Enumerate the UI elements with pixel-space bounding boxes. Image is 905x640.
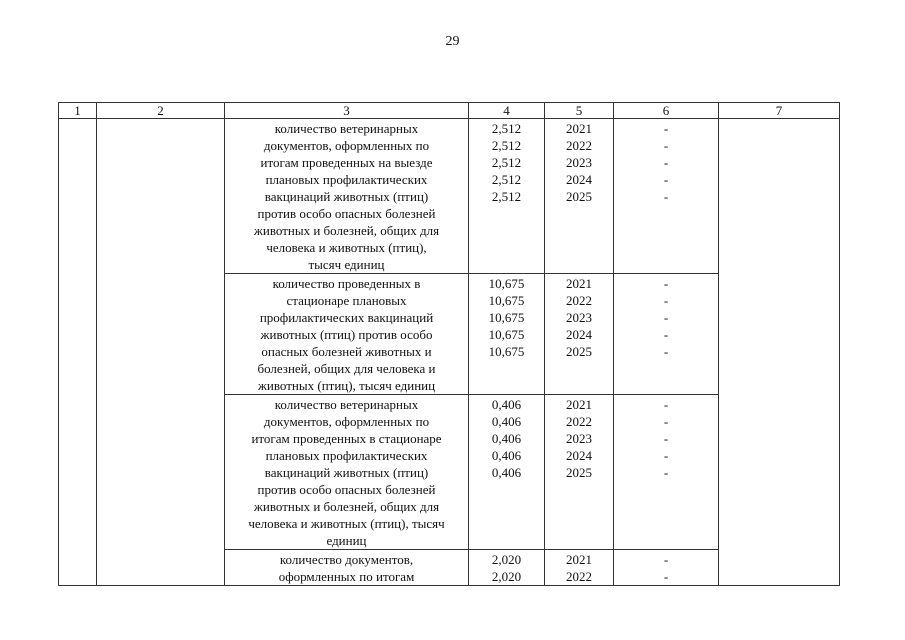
column-6-cell xyxy=(614,550,719,586)
value-line: 10,675 xyxy=(488,276,525,291)
indicator-line: количество документов, xyxy=(279,552,414,567)
dash-line: - xyxy=(663,414,669,429)
indicator-line: единиц xyxy=(326,533,367,548)
indicator-line: профилактических вакцинаций xyxy=(259,310,434,325)
year-line: 2024 xyxy=(566,172,592,187)
value-line: 0,406 xyxy=(491,397,522,412)
year-line: 2024 xyxy=(566,327,592,342)
value-cell xyxy=(469,274,545,395)
indicator-line: количество ветеринарных xyxy=(274,397,419,412)
dash-line: - xyxy=(663,121,669,136)
dash-line: - xyxy=(663,397,669,412)
page-number: 29 xyxy=(445,34,460,49)
header-cell: 2 xyxy=(97,103,225,119)
dash-line: - xyxy=(663,155,669,170)
year-line: 2022 xyxy=(566,569,592,584)
header-cell: 1 xyxy=(59,103,97,119)
indicator-line: тысяч единиц xyxy=(308,257,385,272)
year-line: 2021 xyxy=(566,552,592,567)
indicator-line: оформленных по итогам xyxy=(278,569,415,584)
dash-line: - xyxy=(663,172,669,187)
dash-line: - xyxy=(663,569,669,584)
column-6-cell xyxy=(614,119,719,274)
year-line: 2021 xyxy=(566,121,592,136)
indicator-line: против особо опасных болезней xyxy=(257,482,436,497)
value-line: 10,675 xyxy=(488,344,525,359)
indicator-line: животных и болезней, общих для xyxy=(253,499,440,514)
value-line: 2,512 xyxy=(491,121,522,136)
indicator-line: плановых профилактических xyxy=(265,172,428,187)
indicator-line: против особо опасных болезней xyxy=(257,206,436,221)
year-line: 2021 xyxy=(566,276,592,291)
value-line: 2,512 xyxy=(491,155,522,170)
header-cell: 3 xyxy=(225,103,469,119)
indicator-cell xyxy=(225,274,469,395)
year-line: 2023 xyxy=(566,155,592,170)
indicator-line: итогам проведенных на выезде xyxy=(260,155,433,170)
value-line: 2,512 xyxy=(491,189,522,204)
column-6-cell xyxy=(614,274,719,395)
year-line: 2025 xyxy=(566,465,592,480)
value-line: 10,675 xyxy=(488,327,525,342)
year-line: 2021 xyxy=(566,397,592,412)
indicator-line: болезней, общих для человека и xyxy=(257,361,436,376)
indicator-line: плановых профилактических xyxy=(265,448,428,463)
table-row xyxy=(59,119,840,274)
header-cell: 4 xyxy=(469,103,545,119)
column-2-cell xyxy=(97,119,225,586)
header-cell: 5 xyxy=(545,103,614,119)
indicator-line: животных и болезней, общих для xyxy=(253,223,440,238)
value-line: 2,512 xyxy=(491,138,522,153)
dash-line: - xyxy=(663,189,669,204)
indicator-line: вакцинаций животных (птиц) xyxy=(264,189,429,204)
year-line: 2022 xyxy=(566,138,592,153)
year-line: 2023 xyxy=(566,310,592,325)
header-cell: 6 xyxy=(614,103,719,119)
dash-line: - xyxy=(663,552,669,567)
year-line: 2022 xyxy=(566,414,592,429)
value-cell xyxy=(469,550,545,586)
value-line: 2,020 xyxy=(491,552,522,567)
value-line: 2,512 xyxy=(491,172,522,187)
indicator-cell xyxy=(225,395,469,550)
indicator-line: количество проведенных в xyxy=(272,276,421,291)
year-cell xyxy=(545,395,614,550)
indicator-cell xyxy=(225,119,469,274)
year-cell xyxy=(545,550,614,586)
year-line: 2022 xyxy=(566,293,592,308)
dash-line: - xyxy=(663,448,669,463)
indicator-line: вакцинаций животных (птиц) xyxy=(264,465,429,480)
value-line: 0,406 xyxy=(491,448,522,463)
value-line: 10,675 xyxy=(488,293,525,308)
column-6-cell xyxy=(614,395,719,550)
dash-line: - xyxy=(663,465,669,480)
value-line: 2,020 xyxy=(491,569,522,584)
indicator-line: человека и животных (птиц), xyxy=(266,240,427,255)
indicator-cell xyxy=(225,550,469,586)
value-line: 10,675 xyxy=(488,310,525,325)
dash-line: - xyxy=(663,293,669,308)
year-cell xyxy=(545,274,614,395)
indicator-line: животных (птиц), тысяч единиц xyxy=(257,378,436,393)
dash-line: - xyxy=(663,344,669,359)
year-line: 2025 xyxy=(566,189,592,204)
value-line: 0,406 xyxy=(491,431,522,446)
indicator-line: человека и животных (птиц), тысяч xyxy=(248,516,445,531)
year-line: 2024 xyxy=(566,448,592,463)
indicator-line: опасных болезней животных и xyxy=(261,344,432,359)
year-cell xyxy=(545,119,614,274)
dash-line: - xyxy=(663,327,669,342)
indicator-line: количество ветеринарных xyxy=(274,121,419,136)
dash-line: - xyxy=(663,138,669,153)
indicator-line: животных (птиц) против особо xyxy=(260,327,433,342)
indicator-line: итогам проведенных в стационаре xyxy=(251,431,442,446)
indicator-line: стационаре плановых xyxy=(286,293,407,308)
indicators-table xyxy=(58,102,840,586)
column-1-cell xyxy=(59,119,97,586)
value-cell xyxy=(469,395,545,550)
dash-line: - xyxy=(663,431,669,446)
year-line: 2025 xyxy=(566,344,592,359)
dash-line: - xyxy=(663,310,669,325)
header-cell: 7 xyxy=(719,103,840,119)
column-7-cell xyxy=(719,119,840,586)
value-line: 0,406 xyxy=(491,465,522,480)
header-row xyxy=(59,103,840,119)
indicator-line: документов, оформленных по xyxy=(263,138,430,153)
value-line: 0,406 xyxy=(491,414,522,429)
year-line: 2023 xyxy=(566,431,592,446)
indicator-line: документов, оформленных по xyxy=(263,414,430,429)
value-cell xyxy=(469,119,545,274)
dash-line: - xyxy=(663,276,669,291)
